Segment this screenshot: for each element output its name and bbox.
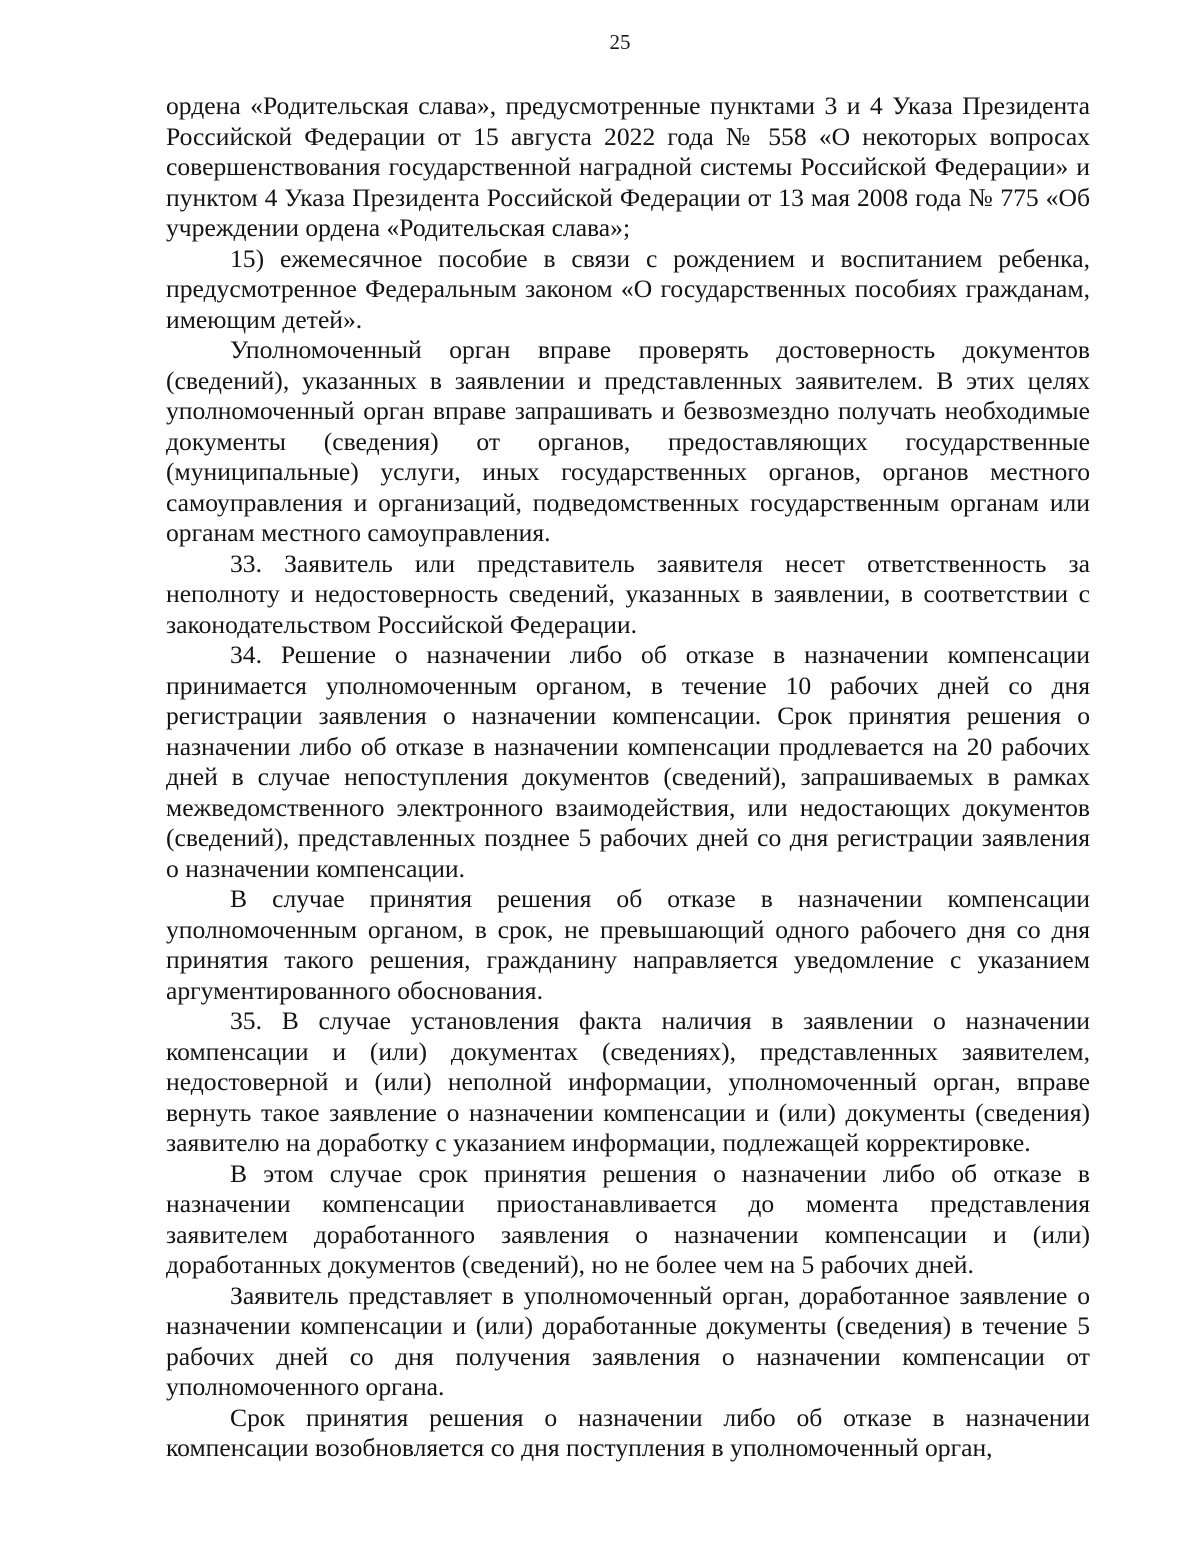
paragraph-clause-35: 35. В случае установления факта наличия в заявлении о назначении компенсации и (или) документах (сведениях), представленных заявителем, недостоверной и (или) неполной информации, уполномоченный орган, вправе вернуть такое заявление о назначении компенсации и (или) документы (сведения) заявителю на доработку с указанием информации, подлежащей корректировке. (166, 1006, 1090, 1157)
page-number: 25 (609, 30, 631, 54)
paragraph-item-15: 15) ежемесячное пособие в связи с рождением и воспитанием ребенка, предусмотренное Федеральным законом «О государственных пособиях гражданам, имеющим детей». (166, 243, 1090, 334)
paragraph-clause-33: 33. Заявитель или представитель заявителя несет ответственность за неполноту и недостоверность сведений, указанных в заявлении, в соответствии с законодательством Российской Федерации. (166, 548, 1090, 639)
paragraph-refusal-notice: В случае принятия решения об отказе в назначении компенсации уполномоченным органом, в срок, не превышающий одного рабочего дня со дня принятия такого решения, гражданину направляется уведомление с указанием аргументированного обоснования. (166, 884, 1090, 1005)
paragraph-resumption: Срок принятия решения о назначении либо об отказе в назначении компенсации возобновляется со дня поступления в уполномоченный орган, (166, 1402, 1090, 1462)
paragraph-suspension: В этом случае срок принятия решения о назначении либо об отказе в назначении компенсации приостанавливается до момента представления заявителем доработанного заявления о назначении компенсации и (или) доработанных документов (сведений), но не более чем на 5 рабочих дней. (166, 1158, 1090, 1279)
paragraph-clause-34: 34. Решение о назначении либо об отказе в назначении компенсации принимается уполномоченным органом, в течение 10 рабочих дней со дня регистрации заявления о назначении компенсации. Срок принятия решения о назначении либо об отказе в назначении компенсации продлевается на 20 рабочих дней в случае непоступления документов (сведений), запрашиваемых в рамках межведомственного электронного взаимодействия, или недостающих документов (сведений), представленных позднее 5 рабочих дней со дня регистрации заявления о назначении компенсации. (166, 640, 1090, 883)
paragraph-continuation: ордена «Родительская слава», предусмотренные пунктами 3 и 4 Указа Президента Российской Федерации от 15 августа 2022 года № 558 «О некоторых вопросах совершенствования государственной наградной системы Российской Федерации» и пунктом 4 Указа Президента Российской Федерации от 13 мая 2008 года № 775 «Об учреждении ордена «Родительская слава»; (166, 91, 1090, 242)
paragraph-resubmission: Заявитель представляет в уполномоченный орган, доработанное заявление о назначении компенсации и (или) доработанные документы (сведения) в течение 5 рабочих дней со дня получения заявления о назначении компенсации от уполномоченного органа. (166, 1280, 1090, 1401)
paragraph-authority-verification: Уполномоченный орган вправе проверять достоверность документов (сведений), указанных в заявлении и представленных заявителем. В этих целях уполномоченный орган вправе запрашивать и безвозмездно получать необходимые документы (сведения) от органов, предоставляющих государственные (муниципальные) услуги, иных государственных органов, органов местного самоуправления и организаций, подведомственных государственным органам или органам местного самоуправления. (166, 335, 1090, 547)
document-body (166, 91, 1090, 1464)
